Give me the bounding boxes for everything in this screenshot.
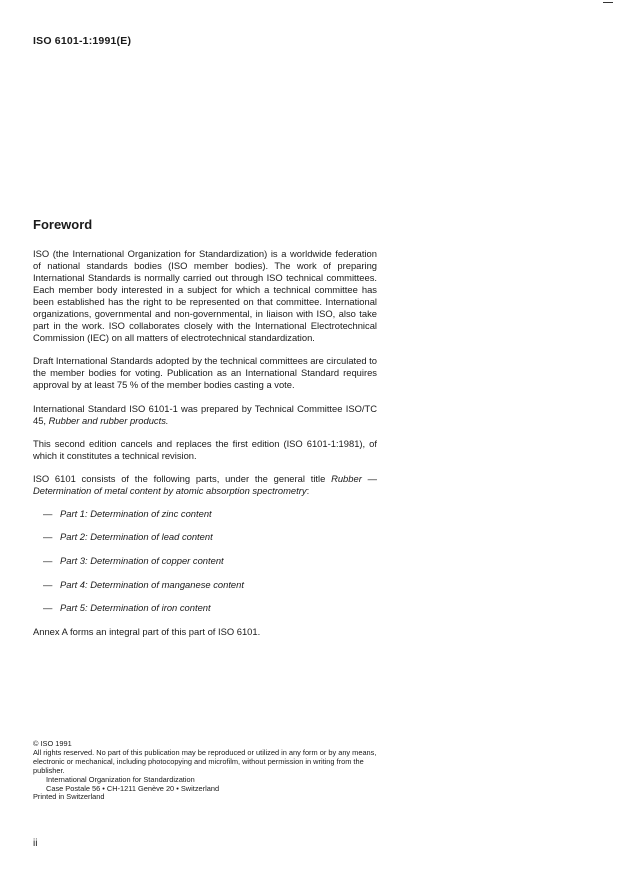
- copyright-block: [33, 740, 377, 802]
- list-item: [33, 508, 377, 520]
- parts-intro-colon: :: [306, 484, 310, 496]
- dash-bullet: —: [43, 507, 53, 519]
- document-header: ISO 6101-1:1991(E): [33, 35, 132, 47]
- paragraph-parts-intro: [33, 473, 377, 497]
- part-label: Part 2: Determination of lead content: [60, 531, 213, 543]
- organization-name: International Organization for Standardization: [46, 774, 195, 784]
- list-item: [33, 602, 377, 614]
- list-item: [33, 555, 377, 567]
- general-title: Rubber — Determination of metal content by atomic absorption spectrometry: [33, 472, 377, 496]
- parts-intro-text: ISO 6101 consists of the following parts, under the general title: [33, 472, 332, 484]
- corner-crop-mark: [603, 2, 613, 3]
- paragraph-edition: This second edition cancels and replaces the first edition (ISO 6101-1:1981), of which it constitutes a technical revision.: [33, 437, 377, 461]
- part-label: Part 5: Determination of iron content: [60, 602, 211, 614]
- part-label: Part 3: Determination of copper content: [60, 555, 224, 567]
- parts-list: [33, 508, 377, 615]
- dash-bullet: —: [43, 602, 53, 614]
- dash-bullet: —: [43, 578, 53, 590]
- rights-statement: All rights reserved. No part of this publication may be reproduced or utilized in any form or by any means, electronic or mechanical, including photocopying and microfilm, without permission in writing from the publisher.: [33, 747, 377, 775]
- paragraph-iso-intro: ISO (the International Organization for Standardization) is a worldwide federation of national standards bodies (ISO member bodies). The work of preparing International Standards is normally carried out through ISO technical committees. Each member body interested in a subject for which a technical committee has been established has the right to be represented on that committee. International organizations, governmental and non-governmental, in liaison with ISO, also take part in the work. ISO collaborates closely with the International Electrotechnical Commission (IEC) on all matters of electrotechnical standardization.: [33, 248, 377, 344]
- prepared-by-text: International Standard ISO 6101-1 was prepared by Technical Committee ISO/TC 45,: [33, 402, 377, 426]
- part-label: Part 4: Determination of manganese content: [60, 578, 244, 590]
- organization-address: Case Postale 56 • CH-1211 Genève 20 • Switzerland: [46, 783, 220, 793]
- paragraph-annex: Annex A forms an integral part of this part of ISO 6101.: [33, 626, 261, 637]
- committee-title: Rubber and rubber products.: [48, 414, 169, 426]
- paragraph-prepared-by: [33, 403, 377, 427]
- copyright-line: © ISO 1991: [33, 739, 72, 748]
- foreword-heading: Foreword: [33, 217, 93, 232]
- page-number: ii: [33, 838, 38, 849]
- printed-in: Printed in Switzerland: [33, 792, 105, 802]
- dash-bullet: —: [43, 531, 53, 543]
- part-label: Part 1: Determination of zinc content: [60, 507, 212, 519]
- paragraph-draft-standards: Draft International Standards adopted by the technical committees are circulated to the member bodies for voting. Publication as an International Standard requires approval by at least 75 % of the member bodies casting a vote.: [33, 355, 377, 391]
- list-item: [33, 579, 377, 591]
- foreword-body: [33, 248, 377, 649]
- list-item: [33, 531, 377, 543]
- dash-bullet: —: [43, 555, 53, 567]
